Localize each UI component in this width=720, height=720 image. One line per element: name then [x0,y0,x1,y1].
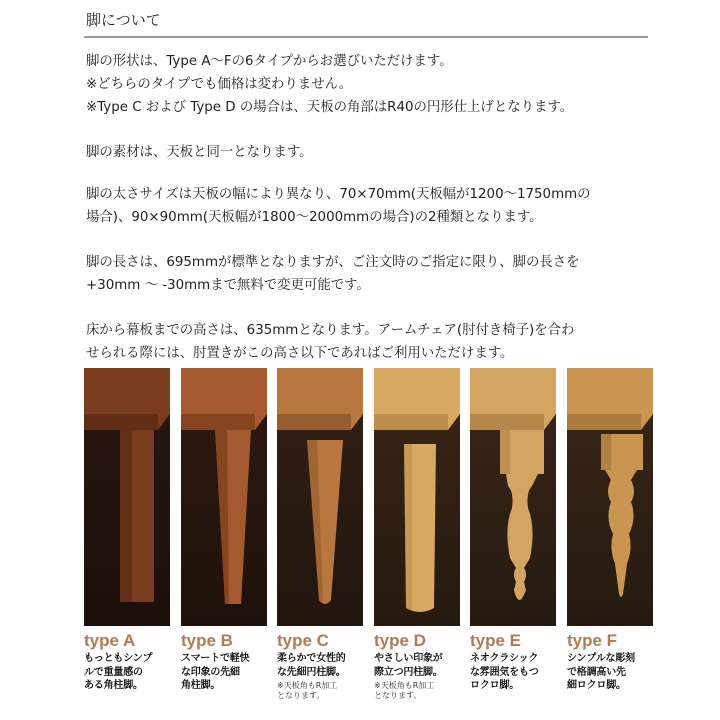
leg-caption [181,630,273,693]
text-line: +30mm 〜 -30mmまで無料で変更可能です。 [86,278,370,293]
text-line: 脚の形状は、Type A〜Fの6タイプからお選びいただけます。 [86,54,453,69]
leg-note [374,681,466,701]
shape-paragraph [86,50,686,119]
text-line: 脚の素材は、天板と同一となります。 [86,145,313,160]
leg-photo-type-a [84,368,170,626]
leg-description-line: ルで重量感の [84,666,143,678]
leg-description-line: もっともシンプ [84,653,153,664]
leg-type-name: type A [84,631,136,650]
leg-photo-type-d [374,368,460,626]
thickness-paragraph [86,183,686,229]
leg-note [277,681,369,701]
leg-caption [84,630,176,693]
text-line: 場合)、90×90mm(天板幅が1800〜2000mmの場合)の2種類となります。 [86,210,543,225]
text-line: ※どちらのタイプでも価格は変わりません。 [86,77,353,92]
leg-note-line: となります。 [374,691,422,700]
leg-type-name: type C [277,631,329,650]
section-header [84,10,648,38]
leg-description-line: 際立つ円柱脚。 [374,666,443,678]
text-line: 脚の太さサイズは天板の幅により異なり、70×70mm(天板幅が1200〜1750mmの [86,187,591,202]
leg-caption [567,630,659,693]
leg-description-line: で格調高い先 [567,666,626,678]
length-paragraph [86,251,686,297]
section-title: 脚について [86,11,161,29]
leg-type-name: type B [181,631,233,650]
leg-description-line: 細ロクロ脚。 [567,680,626,691]
leg-description-line: な先細円柱脚。 [277,666,346,678]
leg-caption [277,630,369,701]
leg-description-line: 柔らかで女性的 [277,653,346,664]
leg-type-name: type E [470,631,522,650]
leg-caption [470,630,562,693]
leg-captions [84,630,660,720]
leg-photo-type-e [470,368,556,626]
leg-note-line: となります。 [277,691,325,700]
leg-description-line: 角柱脚。 [181,680,221,691]
leg-photo-type-f [567,368,653,626]
text-line: 床から幕板までの高さは、635mmとなります。アームチェア(肘付き椅子)を合わ [86,323,575,338]
leg-description-line: な印象の先細 [181,666,240,678]
leg-description-line: やさしい印象が [374,653,443,664]
leg-description-line: ある角柱脚。 [84,680,143,691]
leg-photo-type-c [277,368,363,626]
leg-type-name: type F [567,631,618,650]
leg-description-line: ネオクラシック [470,653,539,664]
text-line: ※Type C および Type D の場合は、天板の角部はR40の円形仕上げとなります。 [86,100,574,115]
leg-description-line: ロクロ脚。 [470,680,519,691]
leg-caption [374,630,466,701]
leg-description-line: シンプルな彫刻 [567,653,635,664]
leg-description-line: スマートで軽快 [181,653,250,664]
height-paragraph [86,319,686,365]
text-line: せられる際には、肘置きがこの高さ以下であればご利用いただけます。 [86,346,514,361]
text-line: 脚の長さは、695mmが標準となりますが、ご注文時のご指定に限り、脚の長さを [86,255,580,270]
material-paragraph [86,141,686,164]
leg-photo-strip [84,368,652,626]
leg-photo-type-b [181,368,267,626]
leg-note-line: ※天板角もR加工 [374,681,435,690]
leg-description-line: な雰囲気をもつ [470,666,539,678]
leg-note-line: ※天板角もR加工 [277,681,338,690]
leg-type-name: type D [374,631,426,650]
